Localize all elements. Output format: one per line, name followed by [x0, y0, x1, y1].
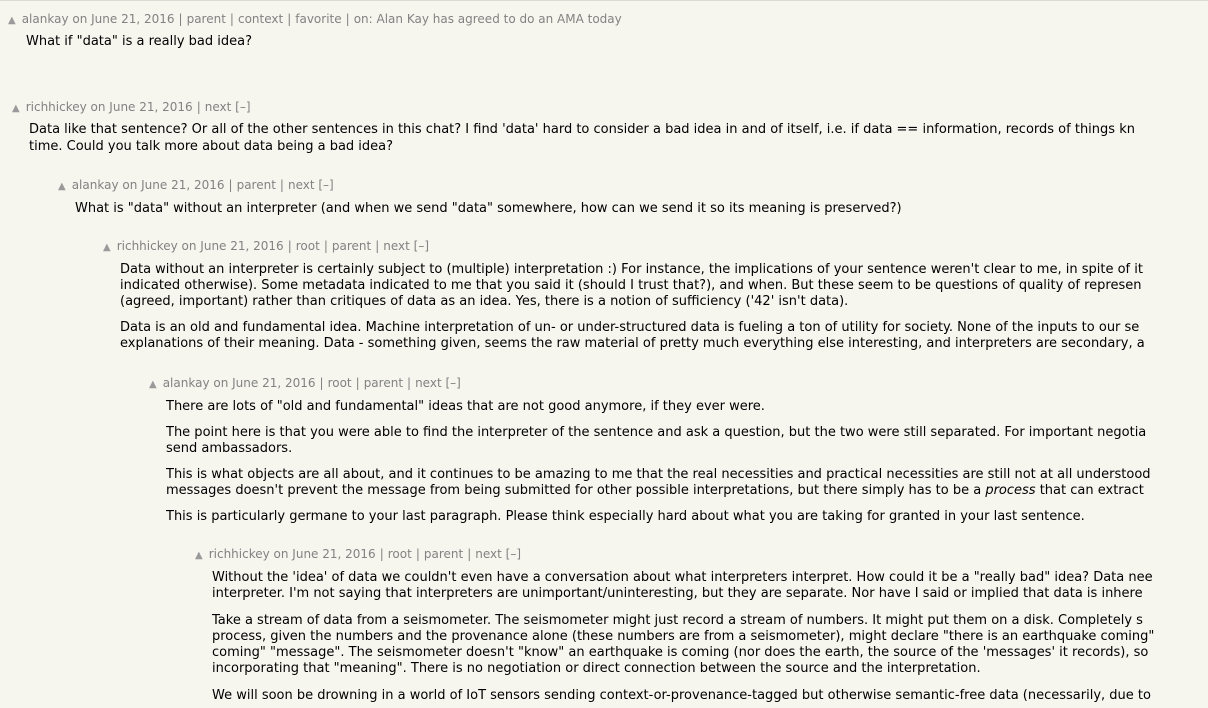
comment-line: process, given the numbers and the provenance alone (these numbers are from a seismometer), might declare "there is an earthquake coming" — [212, 629, 1155, 644]
comment-line: time. Could you talk more about data being a bad idea? — [29, 139, 394, 154]
next-link[interactable]: next [–] — [204, 100, 251, 114]
root-link[interactable]: root — [387, 547, 412, 561]
comment-line: This is what objects are all about, and it continues to be amazing to me that the real necessities and practical necessities are still not at all understood — [166, 467, 1151, 482]
comment-meta: ▲ alankay on June 21, 2016 | root | parent | next [–] — [149, 376, 461, 390]
root-link[interactable]: root — [295, 239, 320, 253]
comment-date[interactable]: on June 21, 2016 — [273, 547, 376, 561]
comment-line: interpreter. I'm not saying that interpreters are unimportant/uninteresting, but they are separate. Nor have I said or implied that data is inhere — [212, 586, 1143, 601]
upvote-arrow-icon[interactable]: ▲ — [149, 379, 157, 390]
comment-line — [166, 483, 1144, 500]
comment-line: We will soon be drowning in a world of IoT sensors sending context-or-provenance-tagged but otherwise semantic-free data (necessarily, due to — [212, 688, 1151, 703]
comment-line: What if "data" is a really bad idea? — [26, 34, 253, 49]
comment-line: (agreed, important) rather than critiques of data as an idea. Yes, there is a notion of sufficiency ('42' isn't data). — [120, 294, 849, 309]
comment-meta: ▲ alankay on June 21, 2016 | parent | context | favorite | on: Alan Kay has agreed to do an AMA today — [8, 12, 622, 26]
story-link[interactable]: Alan Kay has agreed to do an AMA today — [376, 12, 622, 26]
comment-date[interactable]: on June 21, 2016 — [90, 100, 193, 114]
comment-line: This is particularly germane to your last paragraph. Please think especially hard about what you are taking for granted in your last sentence. — [166, 509, 1085, 524]
next-link[interactable]: next [–] — [287, 178, 334, 192]
comment-line: Data like that sentence? Or all of the other sentences in this chat? I find 'data' hard to consider a bad idea in and of itself, i.e. if data == information, records of things kn — [29, 122, 1135, 137]
comment-meta: ▲ alankay on June 21, 2016 | parent | next [–] — [58, 178, 334, 192]
comment-meta: ▲ richhickey on June 21, 2016 | root | parent | next [–] — [195, 547, 522, 561]
comment-meta: ▲ richhickey on June 21, 2016 | next [–] — [12, 100, 251, 114]
comment-line: Without the 'idea' of data we couldn't even have a conversation about what interpreters interpret. How could it be a "really bad" idea? Data nee — [212, 570, 1153, 585]
comment-meta: ▲ richhickey on June 21, 2016 | root | parent | next [–] — [103, 239, 430, 253]
comment-username[interactable]: richhickey — [208, 547, 270, 561]
comment-line: send ambassadors. — [166, 441, 293, 456]
comment-line: Take a stream of data from a seismometer. The seismometer might just record a stream of numbers. It might put them on a disk. Completely s — [212, 613, 1143, 628]
emphasis-text: process — [985, 483, 1036, 498]
comment-line: There are lots of "old and fundamental" ideas that are not good anymore, if they ever were. — [166, 399, 765, 414]
upvote-arrow-icon[interactable]: ▲ — [8, 15, 16, 26]
comment-line: incorporating that "meaning". There is no negotiation or direct connection between the source and the interpretation. — [212, 661, 981, 676]
comment-username[interactable]: alankay — [71, 178, 119, 192]
next-link[interactable]: next [–] — [383, 239, 430, 253]
comment-line: indicated otherwise). Some metadata indicated to me that you said it (should I trust that?), and when. But these seem to be questions of quality of represen — [120, 278, 1142, 293]
comment-date[interactable]: on June 21, 2016 — [181, 239, 284, 253]
comment-date[interactable]: on June 21, 2016 — [213, 376, 316, 390]
context-link[interactable]: context — [237, 12, 284, 26]
comment-line: What is "data" without an interpreter (and when we send "data" somewhere, how can we send it so its meaning is preserved?) — [75, 201, 902, 216]
comment-line: explanations of their meaning. Data - something given, seems the raw material of pretty much everything else interesting, and interpreters are secondary, a — [120, 336, 1145, 351]
upvote-arrow-icon[interactable]: ▲ — [103, 242, 111, 253]
upvote-arrow-icon[interactable]: ▲ — [12, 103, 20, 114]
next-link[interactable]: next [–] — [415, 376, 461, 390]
upvote-arrow-icon[interactable]: ▲ — [195, 550, 203, 561]
comment-line: The point here is that you were able to find the interpreter of the sentence and ask a question, but the two were still separated. For important negotia — [166, 425, 1147, 440]
comment-text-run: messages doesn't prevent the message from being submitted for other possible interpretations, but there simply has to be a — [166, 483, 986, 498]
favorite-link[interactable]: favorite — [295, 12, 342, 26]
comment-username[interactable]: richhickey — [25, 100, 87, 114]
parent-link[interactable]: parent — [236, 178, 276, 192]
comment-username[interactable]: alankay — [21, 12, 69, 26]
on-label: on: — [353, 12, 373, 26]
comment-line: Data without an interpreter is certainly subject to (multiple) interpretation :) For instance, the implications of your sentence weren't clear to me, in spite of it — [120, 262, 1143, 277]
comment-line: coming" "message". The seismometer doesn't "know" an earthquake is coming (nor does the earth, the source of the 'messages' it records), so — [212, 645, 1149, 660]
comment-username[interactable]: alankay — [162, 376, 210, 390]
root-link[interactable]: root — [327, 376, 352, 390]
parent-link[interactable]: parent — [423, 547, 464, 561]
parent-link[interactable]: parent — [331, 239, 372, 253]
upvote-arrow-icon[interactable]: ▲ — [58, 181, 66, 192]
comment-date[interactable]: on June 21, 2016 — [122, 178, 225, 192]
parent-link[interactable]: parent — [186, 12, 226, 26]
comment-line: Data is an old and fundamental idea. Machine interpretation of un- or under-structured data is fueling a ton of utility for society. None of the inputs to our se — [120, 320, 1140, 335]
comment-date[interactable]: on June 21, 2016 — [72, 12, 175, 26]
comment-text-run: that can extract — [1035, 483, 1144, 498]
next-link[interactable]: next [–] — [475, 547, 522, 561]
parent-link[interactable]: parent — [363, 376, 404, 390]
comment-username[interactable]: richhickey — [116, 239, 178, 253]
